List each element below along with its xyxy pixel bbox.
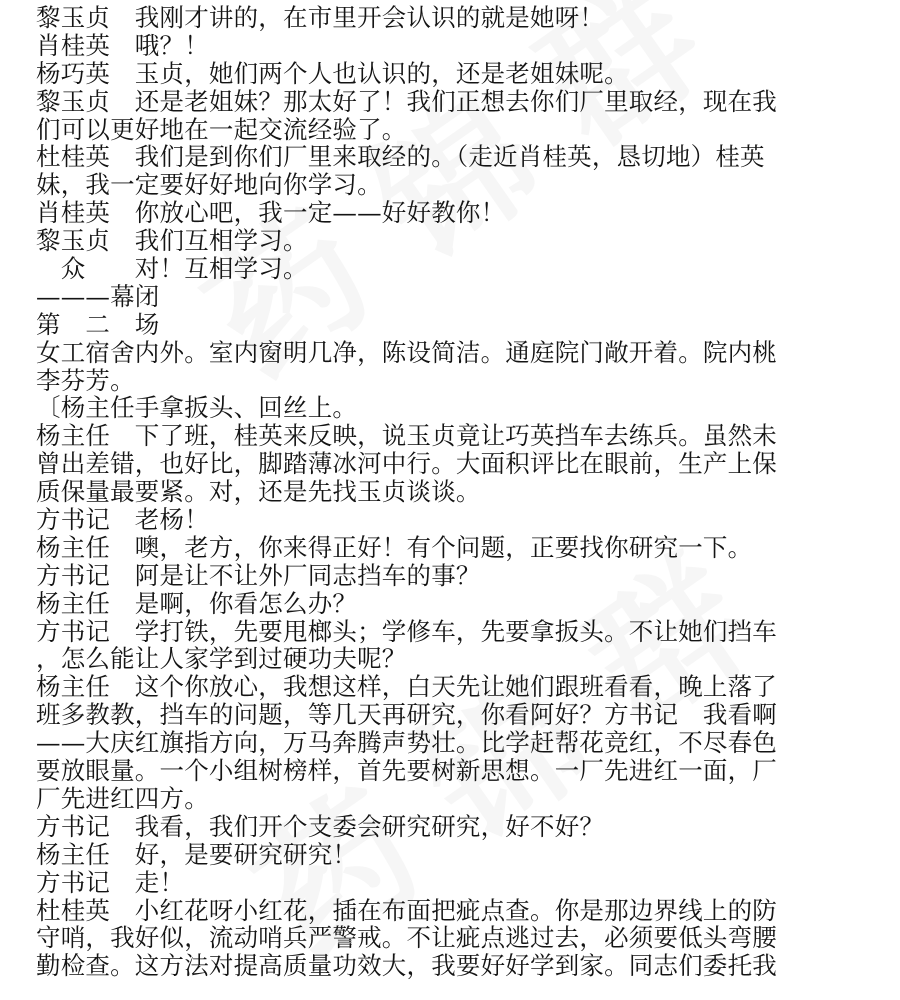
stage-direction: 〔杨主任手拿扳头、回丝上。 xyxy=(36,393,358,423)
text-line: 女工宿舍内外。室内窗明几净，陈设简洁。通庭院门敞开着。院内桃 xyxy=(36,337,777,367)
text-line: 杨主任 好，是要研究研究！ xyxy=(36,839,358,869)
text-line: 杨主任 是啊，你看怎么办？ xyxy=(36,588,358,618)
text-line: 杨巧英 玉贞，她们两个人也认识的，还是老姐妹呢。 xyxy=(36,58,629,88)
text-line: 杜桂英 小红花呀小红花，插在布面把疵点查。你是那边界线上的防 xyxy=(36,895,777,925)
text-line: 肖桂英 哦？！ xyxy=(36,30,209,60)
text-line: ——大庆红旗指方向，万马奔腾声势壮。比学赶帮花竞红，不尽春色 xyxy=(36,728,777,758)
scene-heading: 第 二 场 xyxy=(36,309,160,339)
text-line: 杨主任 这个你放心，我想这样，白天先让她们跟班看看，晚上落了 xyxy=(36,672,777,702)
text-line: 杨主任 噢，老方，你来得正好！有个问题，正要找你研究一下。 xyxy=(36,532,753,562)
text-line: 方书记 走！ xyxy=(36,867,185,897)
text-line: 厂先进红四方。 xyxy=(36,783,209,813)
text-line: 质保量最要紧。对，还是先找玉贞谈谈。 xyxy=(36,477,481,507)
text-line: 要放眼量。一个小组树榜样，首先要树新思想。一厂先进红一面，厂 xyxy=(36,756,777,786)
text-line: 黎玉贞 还是老姐妹？那太好了！我们正想去你们厂里取经，现在我 xyxy=(36,86,777,116)
text-line: 妹，我一定要好好地向你学习。 xyxy=(36,170,382,200)
text-line: 众 对！互相学习。 xyxy=(36,254,308,284)
text-line: 们可以更好地在一起交流经验了。 xyxy=(36,114,407,144)
text-line: 守哨，我好似，流动哨兵严警戒。不让疵点逃过去，必须要低头弯腰 xyxy=(36,923,777,953)
text-line: 方书记 学打铁，先要甩榔头；学修车，先要拿扳头。不让她们挡车 xyxy=(36,616,777,646)
text-line: 班多教教，挡车的问题，等几天再研究，你看阿好？方书记 我看啊 xyxy=(36,700,777,730)
text-line: 方书记 老杨！ xyxy=(36,505,209,535)
text-line: 杜桂英 我们是到你们厂里来取经的。（走近肖桂英，恳切地）桂英 xyxy=(36,142,765,172)
text-line: 勤检查。这方法对提高质量功效大，我要好好学到家。同志们委托我 xyxy=(36,951,777,981)
text-line: ，怎么能让人家学到过硬功夫呢？ xyxy=(36,644,407,674)
text-line: 杨主任 下了班，桂英来反映，说玉贞竟让巧英挡车去练兵。虽然未 xyxy=(36,421,777,451)
document-page xyxy=(36,4,876,980)
text-line: 曾出差错，也好比，脚踏薄冰河中行。大面积评比在眼前，生产上保 xyxy=(36,449,777,479)
text-line: 李芬芳。 xyxy=(36,365,135,395)
text-line: ———幕闭 xyxy=(36,281,160,311)
text-line: 黎玉贞 我刚才讲的，在市里开会认识的就是她呀！ xyxy=(36,3,605,32)
text-line: 方书记 我看，我们开个支委会研究研究，好不好？ xyxy=(36,811,605,841)
text-line: 黎玉贞 我们互相学习。 xyxy=(36,226,308,256)
text-line: 肖桂英 你放心吧，我一定——好好教你！ xyxy=(36,198,506,228)
text-line: 方书记 阿是让不让外厂同志挡车的事？ xyxy=(36,560,481,590)
